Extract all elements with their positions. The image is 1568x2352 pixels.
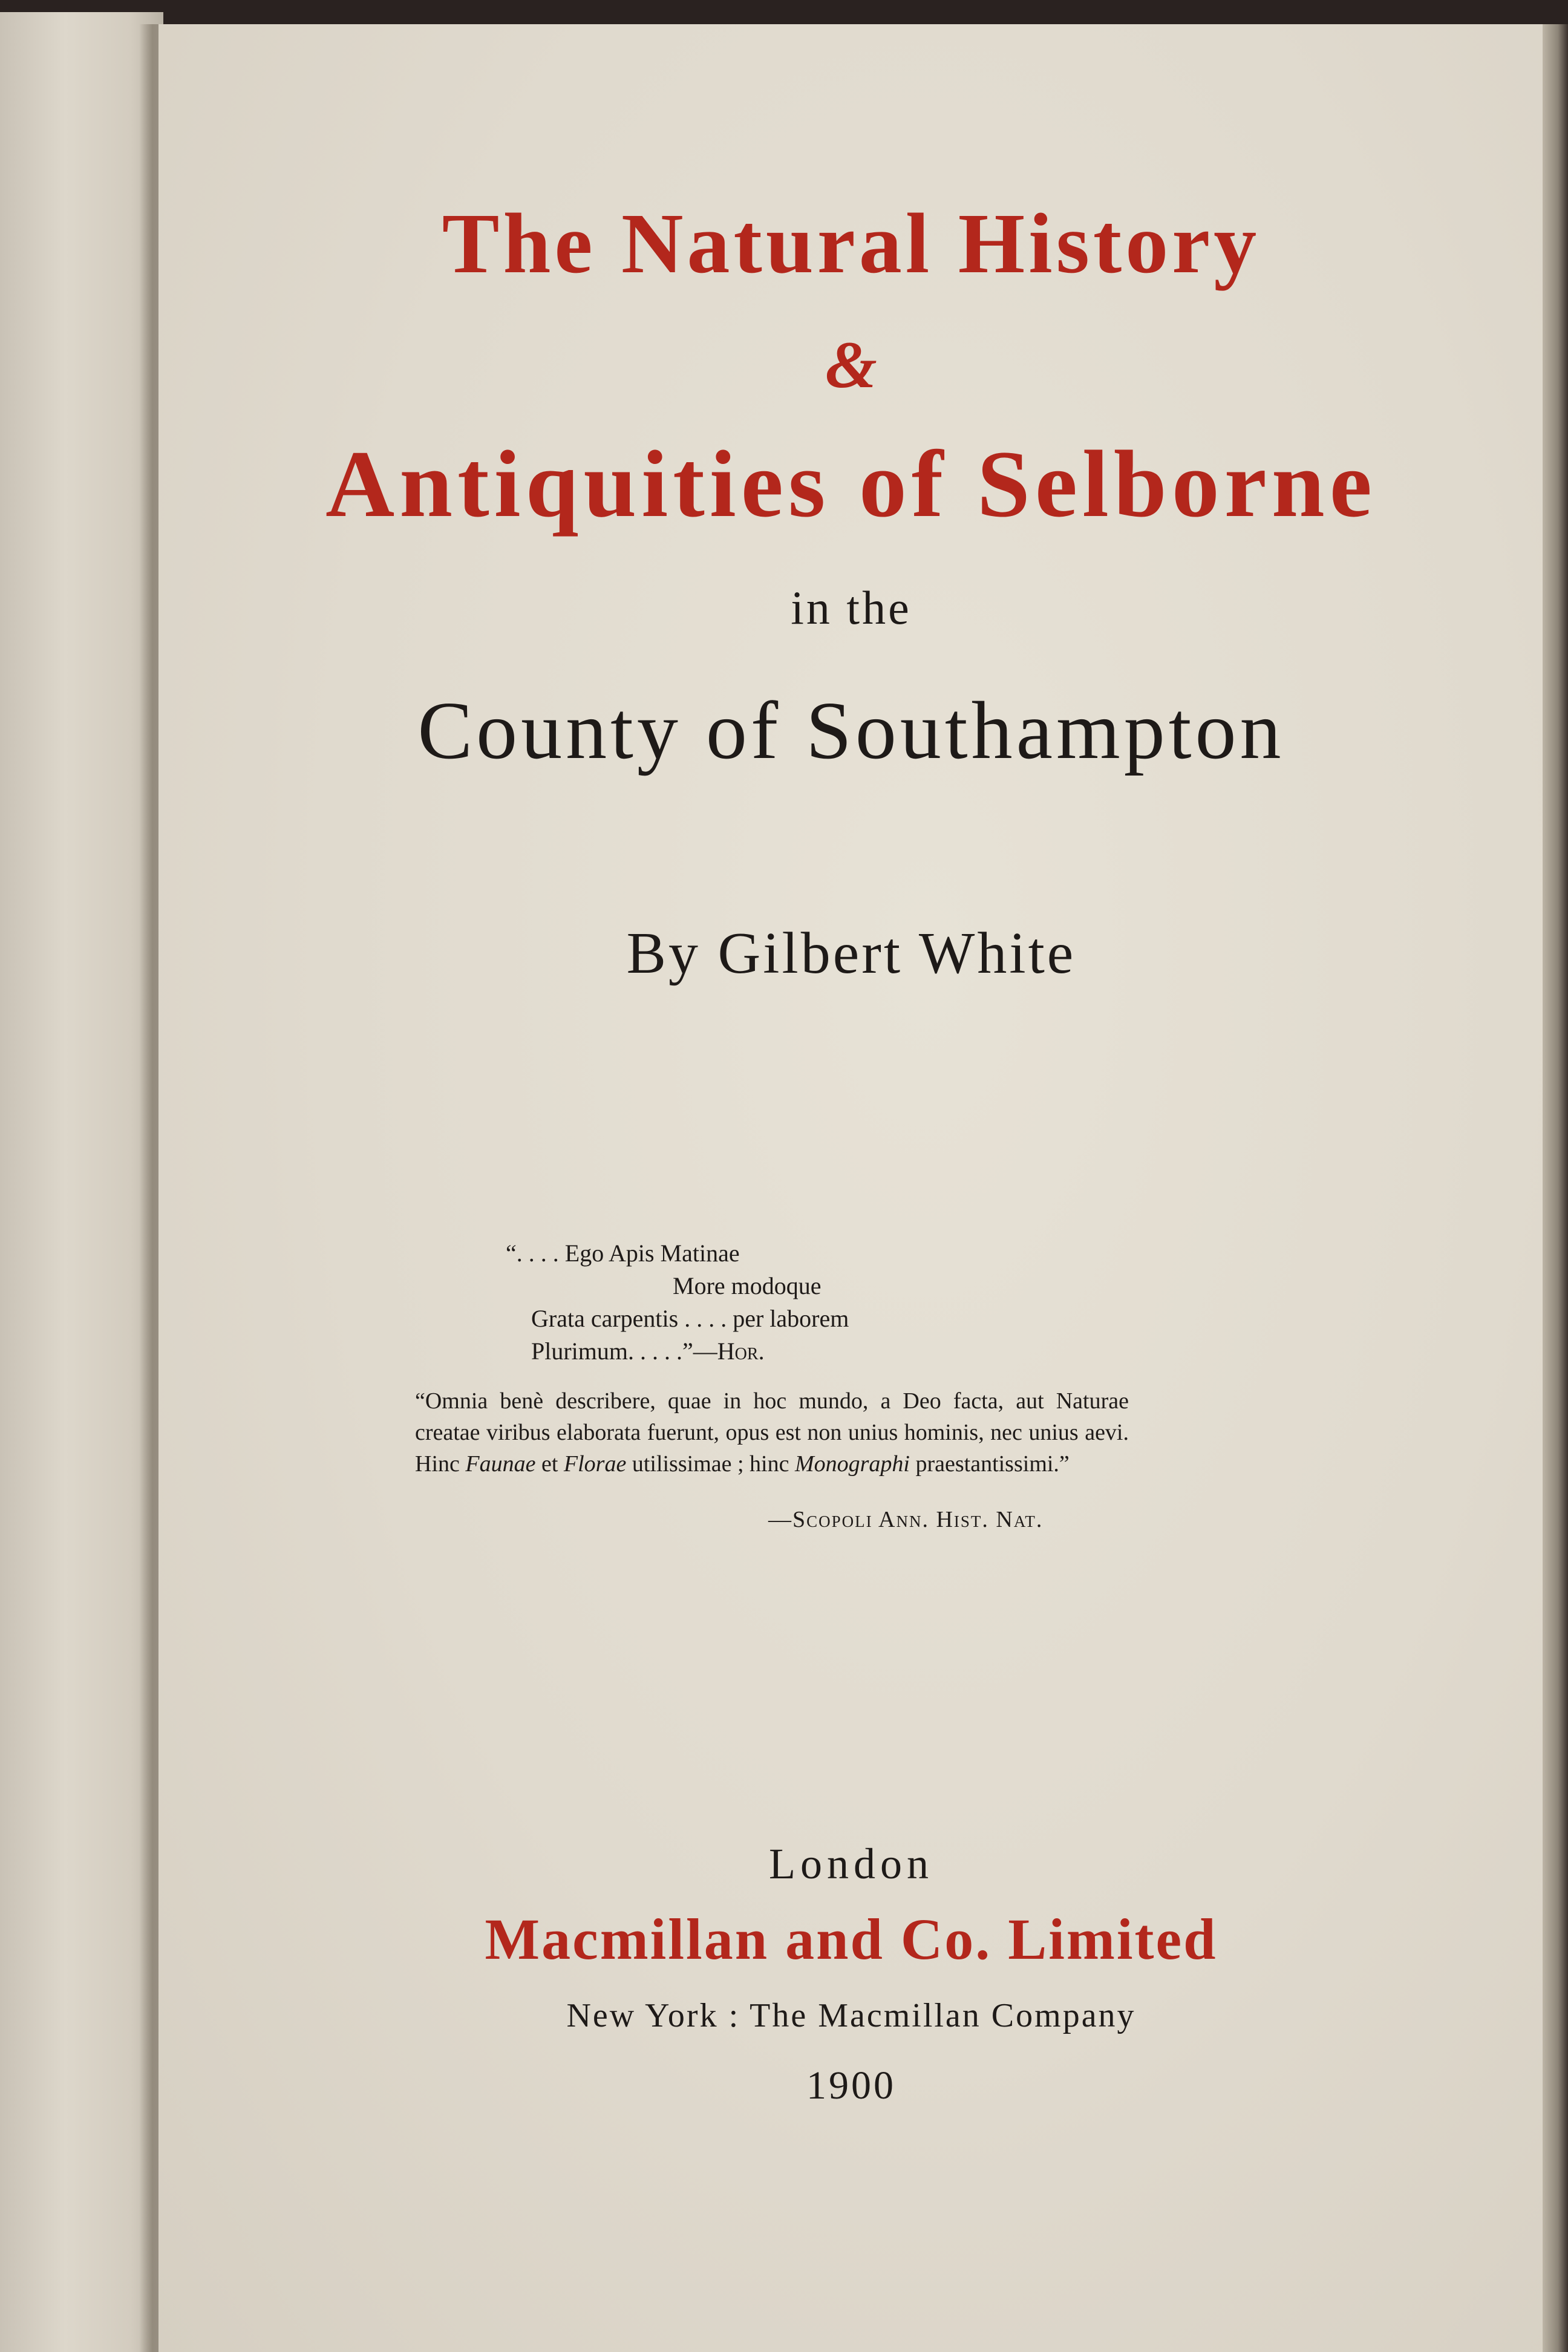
imprint-year: 1900 xyxy=(806,2063,896,2108)
title-line-1: The Natural History xyxy=(442,195,1261,291)
title-line-3: in the xyxy=(791,581,912,634)
author-line: By Gilbert White xyxy=(626,921,1076,986)
imprint-publisher: Macmillan and Co. Limited xyxy=(485,1907,1218,1971)
quote-text: et xyxy=(535,1451,564,1477)
right-page-edge xyxy=(1543,24,1568,2352)
epigraph-verse-text: Plurimum. . . . .”— xyxy=(531,1338,717,1365)
imprint-city: London xyxy=(769,1840,933,1888)
quote-text: “Omnia benè describere, quae in hoc mundo, a Deo facta, aut Naturae creatae viribus elaborata fuerunt, opus est non unius hominis, nec unius aevi. Hinc xyxy=(415,1388,1129,1477)
quote-text: praestantissimi.” xyxy=(909,1451,1070,1477)
epigraph-quote xyxy=(415,1385,1129,1480)
epigraph-verse-line: Grata carpentis . . . . per laborem xyxy=(531,1305,849,1332)
title-line-2: Antiquities of Selborne xyxy=(325,431,1377,537)
imprint-us-publisher: New York : The Macmillan Company xyxy=(566,1997,1136,2034)
epigraph-verse-source: Hor. xyxy=(717,1338,765,1365)
quote-italic-faunae: Faunae xyxy=(465,1451,536,1477)
quote-attribution: —Scopoli Ann. Hist. Nat. xyxy=(768,1507,1044,1532)
quote-italic-florae: Florae xyxy=(563,1451,627,1477)
title-ampersand: & xyxy=(825,328,877,402)
epigraph-verse-line xyxy=(531,1337,765,1365)
quote-italic-monographi: Monographi xyxy=(794,1451,910,1477)
epigraph-verse-line: “. . . . Ego Apis Matinae xyxy=(506,1240,740,1267)
title-line-4: County of Southampton xyxy=(417,685,1285,776)
epigraph-verse-line: More modoque xyxy=(673,1272,822,1299)
quote-text: utilissimae ; hinc xyxy=(626,1451,795,1477)
